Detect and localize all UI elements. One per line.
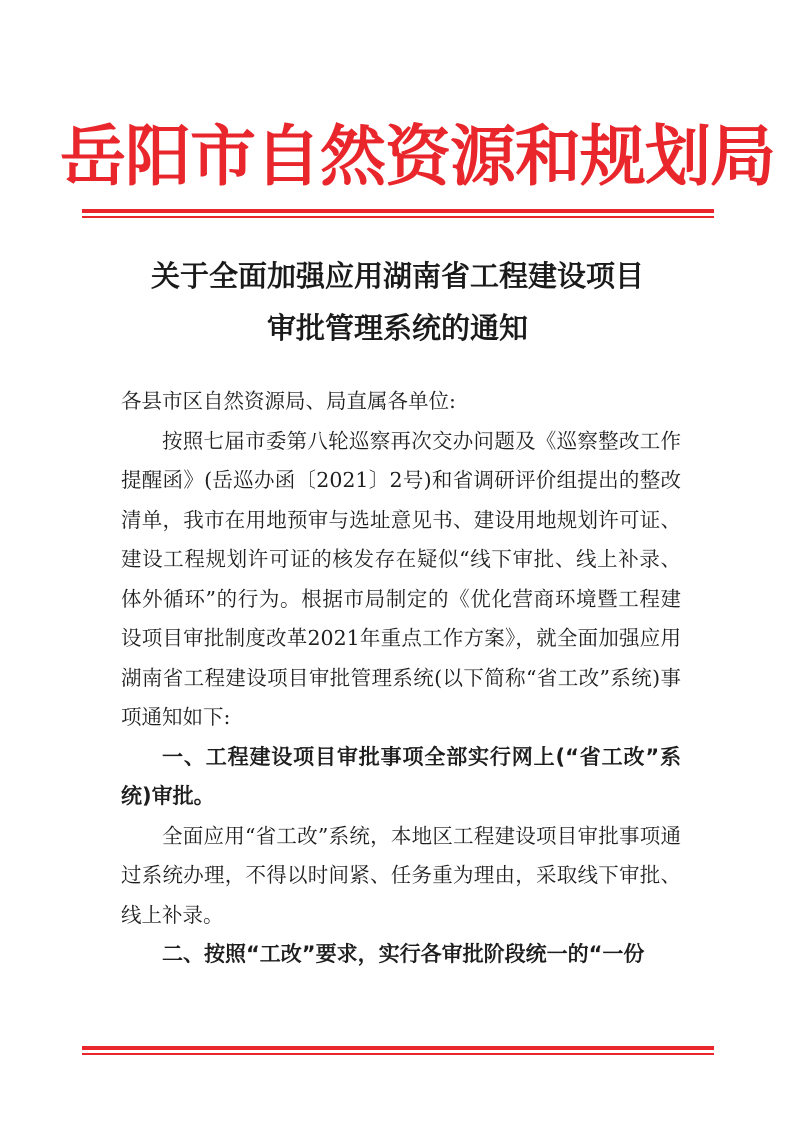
masthead-organization: 岳阳市自然资源和规划局 (60, 118, 775, 195)
divider-thin-line (82, 216, 714, 218)
document-body (121, 382, 681, 975)
paragraph-section-1: 全面应用“省工改”系统，本地区工程建设项目审批事项通过系统办理，不得以时间紧、任务重为理由，采取线下审批、线上补录。 (121, 823, 681, 927)
section-heading-1: 一、工程建设项目审批事项全部实行网上(“省工改”系统)审批。 (121, 744, 681, 808)
title-line-1: 关于全面加强应用湖南省工程建设项目 (150, 259, 644, 293)
paragraph-intro: 按照七届市委第八轮巡察再次交办问题及《巡察整改工作提醒函》(岳巡办函〔2021〕2号)和省调研评价组提出的整改清单，我市在用地预审与选址意见书、建设用地规划许可证、建设工程规划许可证的核发存在疑似“线下审批、线上补录、体外循环”的行为。根据市局制定的《优化营商环境暨工程建设项目审批制度改革2021年重点工作方案》，就全面加强应用湖南省工程建设项目审批管理系统(以下简称“省工改”系统)事项通知如下: (121, 428, 681, 729)
divider-thick-line (82, 1046, 714, 1050)
title-line-2: 审批管理系统的通知 (266, 311, 528, 345)
document-title (60, 250, 735, 354)
masthead-divider-top (82, 209, 714, 218)
divider-thin-line (82, 1053, 714, 1055)
footer-divider (82, 1046, 714, 1055)
addressee: 各县市区自然资源局、局直属各单位: (121, 389, 456, 413)
divider-thick-line (82, 209, 714, 213)
section-heading-2: 二、按照“工改”要求，实行各审批阶段统一的“一份 (162, 942, 645, 966)
